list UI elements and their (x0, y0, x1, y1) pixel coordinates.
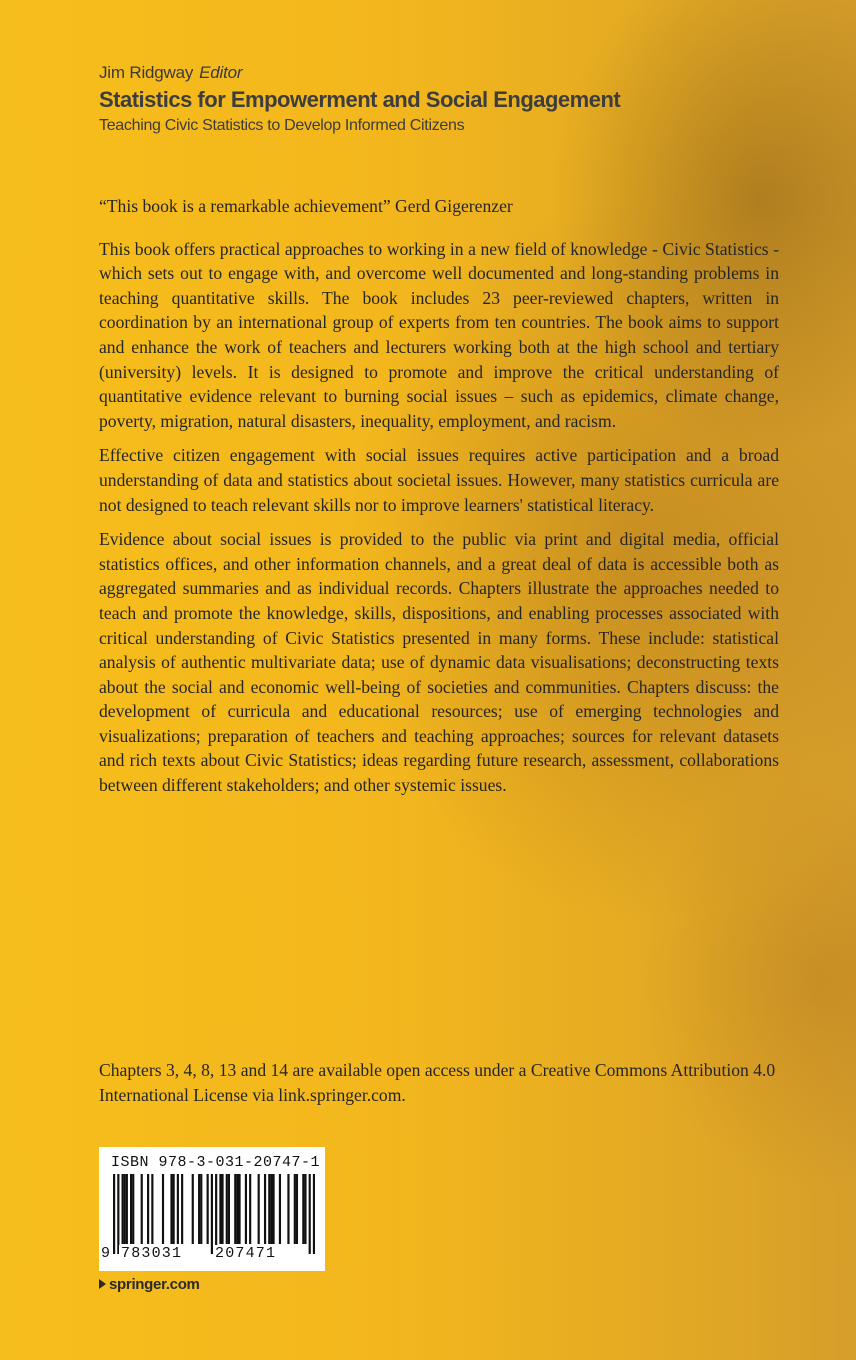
arrow-right-icon (99, 1279, 106, 1289)
barcode-bar (200, 1174, 202, 1244)
barcode-bar (122, 1174, 124, 1244)
barcode-bars (113, 1174, 315, 1254)
barcode-bar (309, 1174, 311, 1254)
paragraph-1: This book offers practical approaches to working in a new field of knowledge - Civic Statistics - which sets out to engage with, and overcome well documented and long-standing problems in teaching quantitative skills. The book includes 23 peer-reviewed chapters, written in coordination by an international group of experts from ten countries. The book aims to support and enhance the work of teachers and lecturers working both at the high school and tertiary (university) levels. It is designed to promote and improve the critical understanding of quantitative evidence relevant to burning social issues – such as epidemics, climate change, poverty, migration, natural disasters, inequality, employment, and racism. (99, 238, 779, 431)
barcode-bar (132, 1174, 134, 1244)
barcode-bar (302, 1174, 304, 1244)
book-header (99, 62, 799, 137)
barcode-bar (287, 1174, 289, 1244)
barcode-bar (270, 1174, 272, 1244)
barcode-bar (177, 1174, 179, 1244)
editor-line (99, 62, 799, 84)
barcode-bar (211, 1174, 213, 1254)
barcode-bar (130, 1174, 132, 1244)
endorsement-quote: “This book is a remarkable achievement” Gerd Gigerenzer (99, 196, 513, 216)
publisher-link[interactable] (99, 1276, 200, 1293)
barcode-bar (219, 1174, 221, 1244)
isbn-digit-lead: 9 (101, 1245, 111, 1262)
barcode-bar (268, 1174, 270, 1244)
barcode-bar (313, 1174, 315, 1254)
barcode-bar (221, 1174, 223, 1244)
blurb (99, 194, 779, 808)
barcode-bar (151, 1174, 153, 1244)
barcode-bar (141, 1174, 143, 1244)
isbn-barcode (99, 1147, 325, 1271)
barcode-bar (272, 1174, 274, 1244)
author-name: Jim Ridgway (99, 63, 194, 82)
barcode-bar (238, 1174, 240, 1244)
barcode-bar (234, 1174, 236, 1244)
barcode-bar (245, 1174, 247, 1244)
barcode-bar (296, 1174, 298, 1244)
barcode-bar (147, 1174, 149, 1244)
paragraph-3: Evidence about social issues is provided to the public via print and digital media, official statistics offices, and other information channels, and a great deal of data is accessible both as aggregated summaries and as individual records. Chapters illustrate the approaches needed to teach and promote the knowledge, skills, dispositions, and enabling processes associated with critical understanding of Civic Statistics presented in many forms. These include: statistical analysis of authentic multivariate data; use of dynamic data visualisations; deconstructing texts about the social and economic well-being of societies and communities. Chapters discuss: the development of curricula and educational resources; use of emerging technologies and visualizations; preparation of teachers and teaching approaches; sources for relevant datasets and rich texts about Civic Statistics; ideas regarding future research, assessment, collaborations between different stakeholders; and other systemic issues. (99, 529, 779, 796)
barcode-bar (181, 1174, 183, 1244)
barcode-bar (198, 1174, 200, 1244)
barcode-bar (117, 1174, 119, 1254)
author-role: Editor (199, 63, 243, 82)
barcode-bar (192, 1174, 194, 1244)
barcode-bar (264, 1174, 266, 1244)
barcode-bar (173, 1174, 175, 1244)
barcode-bar (113, 1174, 115, 1254)
book-subtitle: Teaching Civic Statistics to Develop Informed Citizens (99, 117, 465, 134)
barcode-bar (226, 1174, 228, 1244)
barcode-bar (304, 1174, 306, 1244)
barcode-bar (215, 1174, 217, 1254)
publisher-link-text: springer.com (109, 1276, 200, 1293)
barcode-bar (258, 1174, 260, 1244)
barcode-bar (236, 1174, 238, 1244)
open-access-notice: Chapters 3, 4, 8, 13 and 14 are available open access under a Creative Commons Attribution 4.0 International License via link.springer.com. (99, 1060, 776, 1105)
barcode-bar (207, 1174, 209, 1244)
barcode-bar (279, 1174, 281, 1244)
isbn-digits-right: 207471 (215, 1245, 277, 1262)
barcode-bar (162, 1174, 164, 1244)
isbn-label: ISBN 978-3-031-20747-1 (111, 1154, 321, 1171)
paragraph-2: Effective citizen engagement with social issues requires active participation and a broad understanding of data and statistics about societal issues. However, many statistics curricula are not designed to teach relevant skills nor to improve learners' statistical literacy. (99, 445, 779, 515)
barcode-bar (170, 1174, 172, 1244)
book-title: Statistics for Empowerment and Social Engagement (99, 87, 621, 112)
isbn-digits-left: 783031 (121, 1245, 183, 1262)
barcode-bar (126, 1174, 128, 1244)
barcode-bar (124, 1174, 126, 1244)
barcode-bar (228, 1174, 230, 1244)
barcode-bar (249, 1174, 251, 1244)
barcode-bar (294, 1174, 296, 1244)
